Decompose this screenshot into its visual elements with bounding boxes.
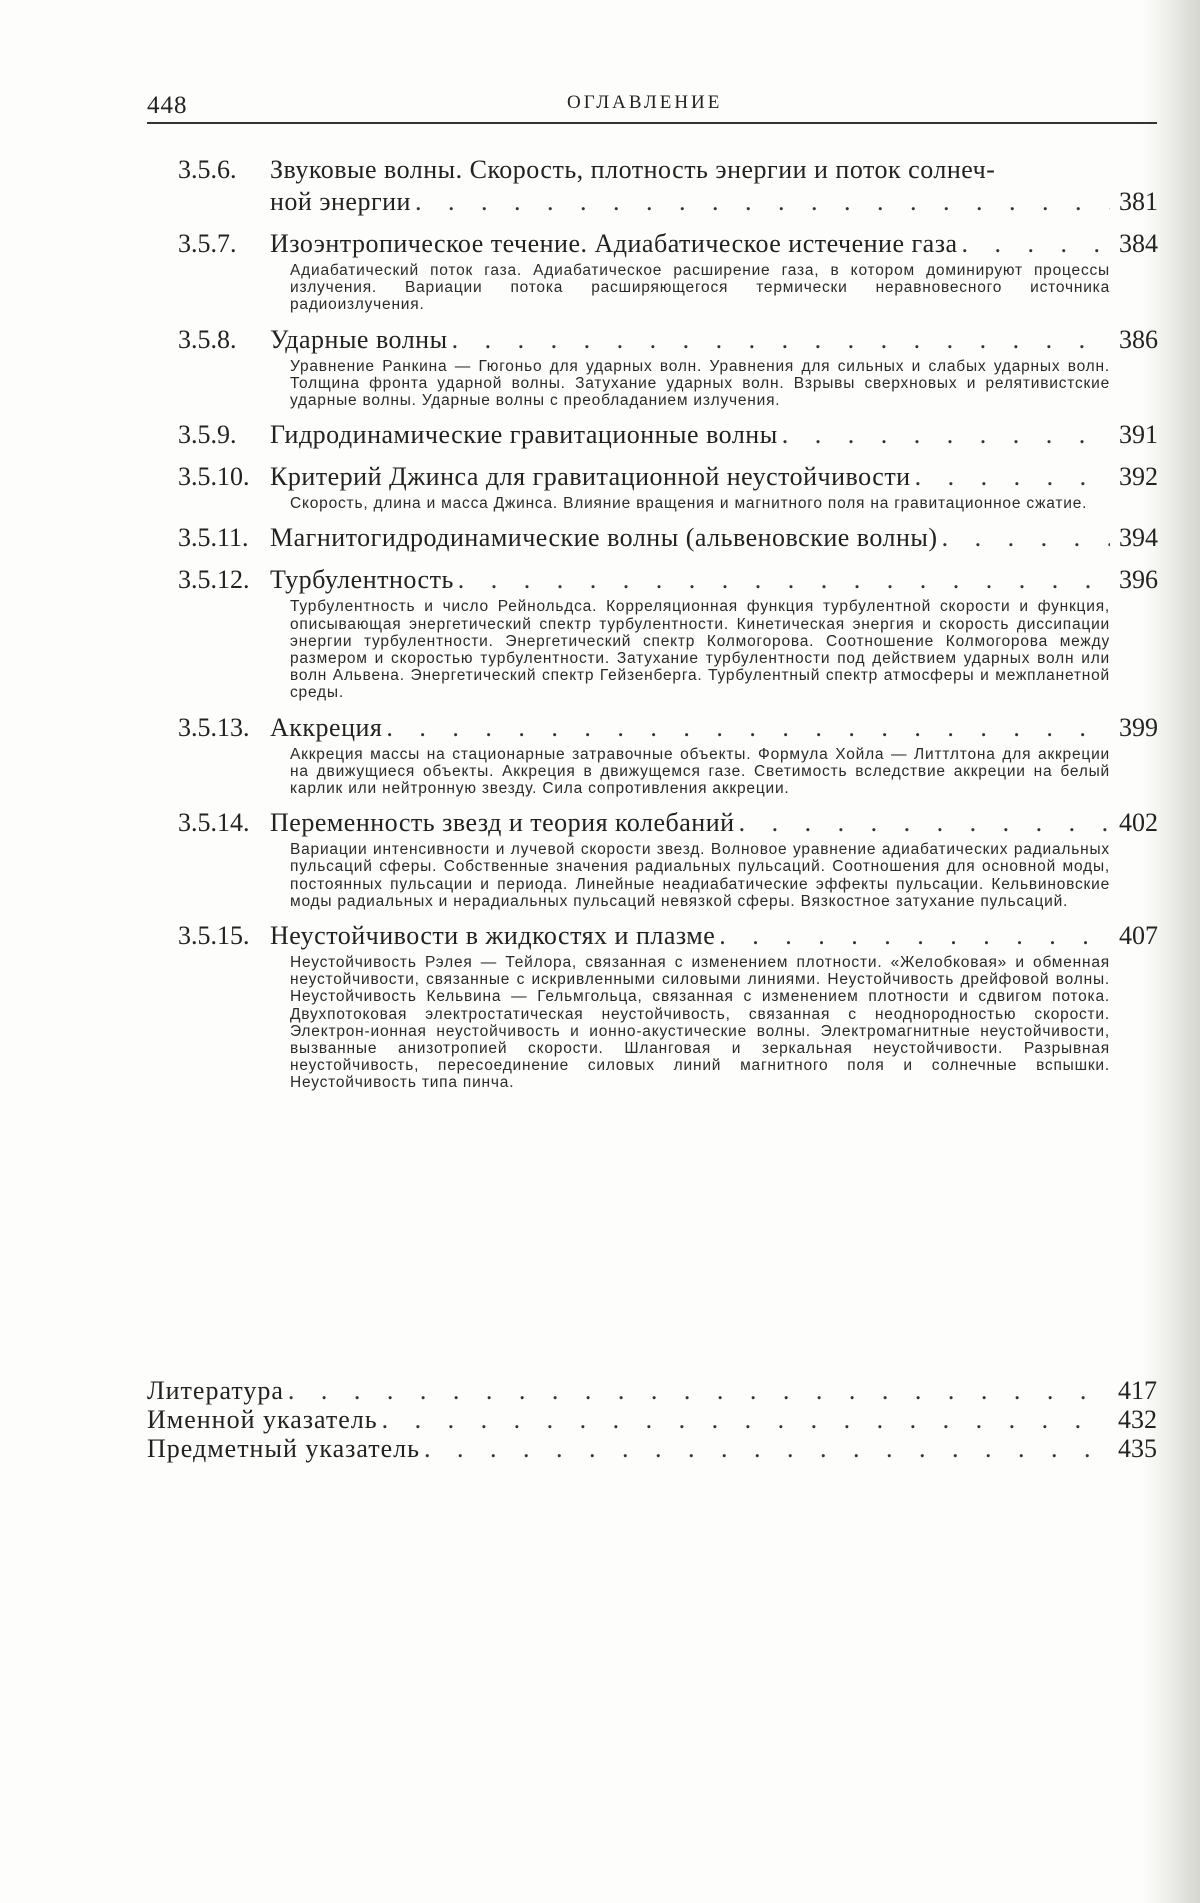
page-number: 448 xyxy=(147,92,188,119)
toc-entry[interactable] xyxy=(178,920,1158,1092)
section-description: Адиабатический поток газа. Адиабатическое расширение газа, в котором доминируют процессы излучения. Вариации потока расширяющегося термически неравновесного источника радиоизлучения. xyxy=(290,262,1110,314)
toc-entry[interactable] xyxy=(178,228,1158,314)
toc-entry-line xyxy=(178,324,1158,356)
section-description: Вариации интенсивности и лучевой скорости звезд. Волновое уравнение адиабатических радиальных пульсаций сферы. Собственные значения радиальных пульсаций. Соотношения для основной моды, постоянных пульсации и периода. Линейные неадиабатические эффекты пульсации. Кельвиновские моды радиальных и нерадиальных пульсаций невязкой сферы. Вязкостное затухание пульсаций. xyxy=(290,841,1110,910)
page-ref: 391 xyxy=(1119,420,1158,450)
section-title: Неустойчивости в жидкостях и плазме xyxy=(270,921,716,951)
dot-leader xyxy=(288,1376,1109,1405)
toc-entry[interactable] xyxy=(178,712,1158,798)
toc-entry[interactable] xyxy=(178,324,1158,410)
page-ref: 407 xyxy=(1119,921,1158,951)
page-ref: 432 xyxy=(1118,1405,1157,1434)
toc-entry-subject-index[interactable] xyxy=(147,1434,1157,1463)
running-head: ОГЛАВЛЕНИЕ xyxy=(567,92,723,113)
section-number: 3.5.8. xyxy=(178,324,237,354)
section-description: Турбулентность и число Рейнольдса. Корреляционная функция турбулентной скорости и функция, описывающая энергетический спектр турбулентности. Кинетическая энергия и скорость диссипации энергии турбулентности. Энергетический спектр Колмогорова. Соотношение Колмогорова между размером и скоростью турбулентности. Затухание турбулентности под действием ударных волн или волн Альвена. Энергетический спектр Гейзенберга. Турбулентный спектр атмосферы и межпланетной среды. xyxy=(290,598,1110,702)
table-of-contents xyxy=(178,154,1158,1102)
dot-leader xyxy=(719,920,1110,952)
toc-entry[interactable] xyxy=(178,522,1158,554)
dot-leader xyxy=(962,228,1110,260)
toc-entry-line xyxy=(178,712,1158,744)
section-title: Ударные волны xyxy=(270,324,448,354)
toc-entry-name-index[interactable] xyxy=(147,1405,1157,1434)
dot-leader xyxy=(386,712,1110,744)
dot-leader xyxy=(452,324,1110,356)
section-number: 3.5.11. xyxy=(178,523,249,553)
toc-entry[interactable] xyxy=(178,461,1158,512)
toc-entry[interactable] xyxy=(178,419,1158,451)
toc-entry[interactable] xyxy=(178,564,1158,701)
back-matter-title: Именной указатель xyxy=(147,1405,378,1434)
dot-leader xyxy=(915,461,1110,493)
section-title: Звуковые волны. Скорость, плотность энергии и поток солнеч- xyxy=(270,155,996,184)
page-ref: 435 xyxy=(1118,1434,1157,1463)
section-number: 3.5.12. xyxy=(178,565,250,595)
section-description: Аккреция массы на стационарные затравочные объекты. Формула Хойла — Литтлтона для аккреции на движущиеся объекты. Аккреция в движущемся газе. Светимость вследствие аккреции на белый карлик или нейтронную звезду. Сила сопротивления аккреции. xyxy=(290,745,1110,798)
section-title: Магнитогидродинамические волны (альвеновские волны) xyxy=(270,523,938,553)
section-number: 3.5.13. xyxy=(178,712,250,742)
section-title: Изоэнтропическое течение. Адиабатическое истечение газа xyxy=(270,229,958,258)
page-ref: 417 xyxy=(1118,1376,1157,1405)
toc-entry-line xyxy=(178,807,1158,839)
section-title-continuation: ной энергии xyxy=(270,187,411,216)
toc-entry-line xyxy=(178,154,1158,186)
back-matter-list xyxy=(147,1376,1157,1463)
section-number: 3.5.14. xyxy=(178,808,250,838)
dot-leader xyxy=(382,1405,1109,1434)
dot-leader xyxy=(782,419,1110,451)
page-ref: 399 xyxy=(1119,712,1158,742)
section-title: Аккреция xyxy=(270,712,383,742)
section-description: Уравнение Ранкина — Гюгоньо для ударных волн. Уравнения для сильных и слабых ударных волн. Толщина фронта ударной волны. Затухание ударных волн. Взрывы сверхновых и релятивистские ударные волны. Ударные волны с преобладанием излучения. xyxy=(290,357,1110,410)
dot-leader xyxy=(458,564,1110,596)
section-number: 3.5.9. xyxy=(178,420,237,450)
page-header xyxy=(147,92,1157,122)
toc-entry-literature[interactable] xyxy=(147,1376,1157,1405)
dot-leader xyxy=(415,186,1110,218)
page-ref: 402 xyxy=(1119,808,1158,838)
section-number: 3.5.15. xyxy=(178,921,250,951)
page-ref: 392 xyxy=(1119,462,1158,492)
section-description: Неустойчивость Рэлея — Тейлора, связанная с изменением плотности. «Желобковая» и обменная неустойчивости, связанные с искривленными силовыми линиями. Неустойчивость дрейфовой волны. Неустойчивость Кельвина — Гельмгольца, связанная с изменением плотности и сдвигом потока. Двухпотоковая электростатическая неустойчивость, связанная с неоднородностью скорости. Электрон-ионная неустойчивость и ионно-акустические волны. Электромагнитные неустойчивости, вызванные анизотропией скорости. Шланговая и зеркальная неустойчивости. Разрывная неустойчивость, пересоединение силовых линий магнитного поля и солнечные вспышки. Неустойчивость типа пинча. xyxy=(290,954,1110,1092)
dot-leader xyxy=(424,1434,1109,1463)
toc-entry-line xyxy=(178,920,1158,952)
section-number: 3.5.7. xyxy=(178,229,237,258)
page-ref: 394 xyxy=(1119,523,1158,553)
section-number: 3.5.10. xyxy=(178,462,250,492)
section-description: Скорость, длина и масса Джинса. Влияние вращения и магнитного поля на гравитационное сжатие. xyxy=(290,495,1088,513)
back-matter-title: Литература xyxy=(147,1376,284,1405)
section-number: 3.5.6. xyxy=(178,155,237,184)
header-rule xyxy=(147,122,1157,124)
toc-entry-line xyxy=(178,228,1158,260)
section-title: Гидродинамические гравитационные волны xyxy=(270,420,778,450)
back-matter-title: Предметный указатель xyxy=(147,1434,421,1463)
toc-entry-line xyxy=(178,522,1158,554)
toc-entry-continuation xyxy=(178,186,1158,218)
section-title: Критерий Джинса для гравитационной неустойчивости xyxy=(270,462,911,492)
page-ref: 396 xyxy=(1119,565,1158,595)
toc-entry[interactable] xyxy=(178,154,1158,218)
page-ref: 381 xyxy=(1119,187,1158,216)
section-title: Переменность звезд и теория колебаний xyxy=(270,808,735,838)
toc-entry-line xyxy=(178,564,1158,596)
toc-entry-line xyxy=(178,461,1158,493)
dot-leader xyxy=(942,522,1110,554)
dot-leader xyxy=(739,807,1110,839)
page-ref: 384 xyxy=(1119,229,1158,258)
page-ref: 386 xyxy=(1119,324,1158,354)
section-title: Турбулентность xyxy=(270,565,454,595)
toc-entry[interactable] xyxy=(178,807,1158,910)
toc-entry-line xyxy=(178,419,1158,451)
